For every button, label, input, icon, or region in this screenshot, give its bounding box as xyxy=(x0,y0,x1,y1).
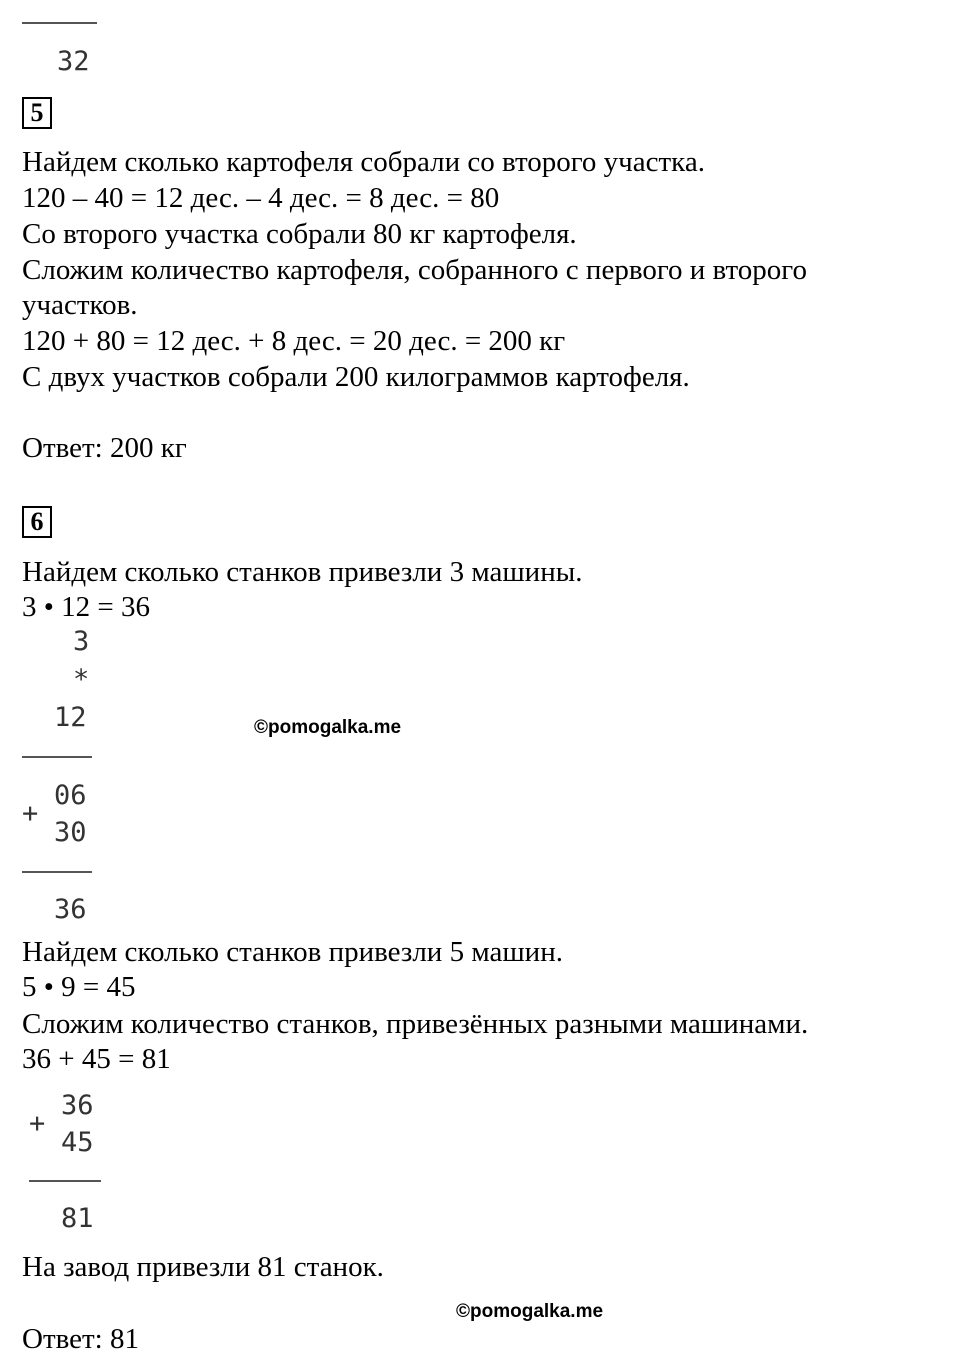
task-5-line: Со второго участка собрали 80 кг картофеля. xyxy=(22,218,577,250)
calc1-line-1 xyxy=(22,756,92,758)
calc2-plus-sign: + xyxy=(29,1108,46,1139)
task-6-line: Сложим количество станков, привезённых разными машинами. xyxy=(22,1008,809,1040)
calc1-multiply-sign: * xyxy=(73,664,90,695)
task-5-line: 120 – 40 = 12 дес. – 4 дес. = 8 дес. = 80 xyxy=(22,182,500,214)
task-6-line: 5 • 9 = 45 xyxy=(22,971,136,1003)
task-6-conclusion: На завод привезли 81 станок. xyxy=(22,1251,384,1283)
task-5-number: 5 xyxy=(22,97,52,129)
task-6-line: 36 + 45 = 81 xyxy=(22,1043,171,1075)
task-5-line: Найдем сколько картофеля собрали со второго участка. xyxy=(22,146,705,178)
task-6-answer: Ответ: 81 xyxy=(22,1323,139,1355)
calc2-addend-2: 45 xyxy=(61,1127,94,1158)
task-6-number: 6 xyxy=(22,506,52,538)
task-6-line: Найдем сколько станков привезли 3 машины. xyxy=(22,556,583,588)
calc2-result: 81 xyxy=(61,1203,94,1234)
task-5-answer: Ответ: 200 кг xyxy=(22,432,187,464)
watermark: ©pomogalka.me xyxy=(456,1301,604,1322)
top-sum-line xyxy=(22,22,97,24)
task-5-line: С двух участков собрали 200 килограммов картофеля. xyxy=(22,361,690,393)
task-5-line: Сложим количество картофеля, собранного с первого и второго xyxy=(22,254,807,286)
top-sum-result: 32 xyxy=(57,46,90,77)
calc1-plus-sign: + xyxy=(22,798,39,829)
calc1-line-2 xyxy=(22,871,92,873)
task-5-line: участков. xyxy=(22,289,138,321)
task-6-line: 3 • 12 = 36 xyxy=(22,591,151,623)
calc2-addend-1: 36 xyxy=(61,1090,94,1121)
task-6-line: Найдем сколько станков привезли 5 машин. xyxy=(22,936,563,968)
calc2-line xyxy=(29,1180,101,1182)
calc1-multiplicand: 3 xyxy=(73,626,90,657)
watermark: ©pomogalka.me xyxy=(254,717,402,738)
calc1-multiplier: 12 xyxy=(54,702,87,733)
calc1-result: 36 xyxy=(54,894,87,925)
calc1-partial-2: 30 xyxy=(54,817,87,848)
calc1-partial-1: 06 xyxy=(54,780,87,811)
task-5-line: 120 + 80 = 12 дес. + 8 дес. = 20 дес. = 200 кг xyxy=(22,325,566,357)
